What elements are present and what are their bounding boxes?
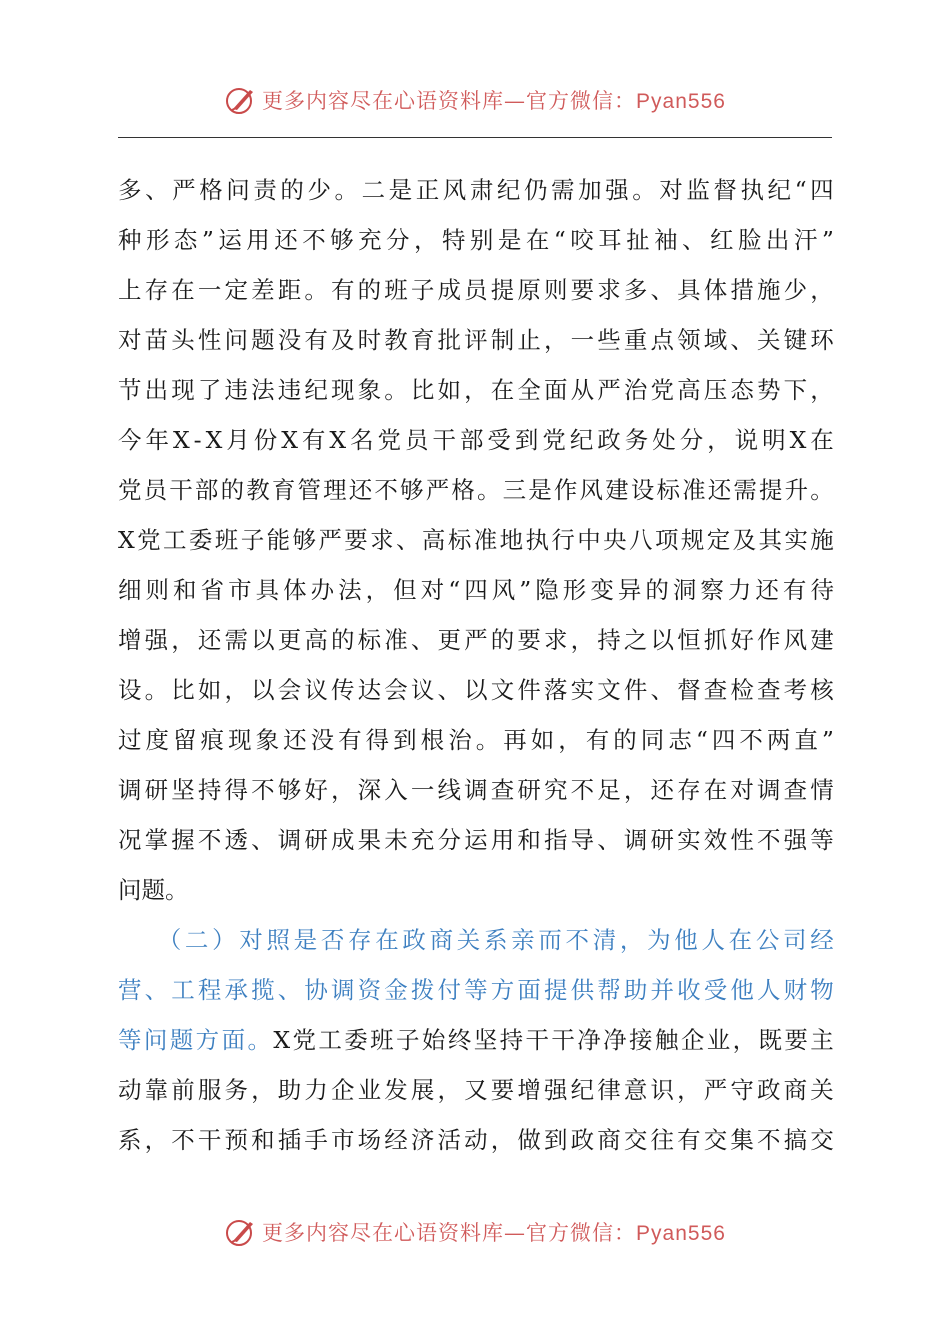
text-line: 设 。 比 如 ， 以 会 议 传 达 会 议 、 以 文 件 落 实 文 件 、 督 查 检 查 考 核: [118, 676, 834, 704]
section-heading-line: 营 、 工 程 承 揽 、 协 调 资 金 拨 付 等 方 面 提 供 帮 助 并 收 受 他 人 财 物: [118, 976, 834, 1004]
text-line: 况 掌 握 不 透 、 调 研 成 果 未 充 分 运 用 和 指 导 、 调 研 实 效 性 不 强 等: [118, 826, 834, 854]
header-divider: [118, 137, 832, 138]
banner-handle: Pyan556: [636, 90, 726, 113]
page-header: [0, 80, 950, 120]
banner-handle: Pyan556: [636, 1222, 726, 1245]
banner-text: 更多内容尽在心语资料库—官方微信：Pyan556: [262, 89, 726, 113]
text-line: 节 出 现 了 违 法 违 纪 现 象 。 比 如 ， 在 全 面 从 严 治 党 高 压 态 势 下 ，: [118, 376, 834, 404]
text-line: 过 度 留 痕 现 象 还 没 有 得 到 根 治 。 再 如 ， 有 的 同 志 “ 四 不 两 直 ”: [118, 726, 834, 754]
banner-text: 更多内容尽在心语资料库—官方微信：Pyan556: [262, 1221, 726, 1245]
text-line: X 党 工 委 班 子 能 够 严 要 求 、 高 标 准 地 执 行 中 央 八 项 规 定 及 其 实 施: [118, 526, 834, 554]
text-line: 对 苗 头 性 问 题 没 有 及 时 教 育 批 评 制 止 ， 一 些 重 点 领 域 、 关 键 环: [118, 326, 834, 354]
text-line-last: 问题。: [118, 876, 189, 904]
quill-logo-icon: [224, 83, 258, 117]
text-line: 调 研 坚 持 得 不 够 好 ， 深 入 一 线 调 查 研 究 不 足 ， 还 存 在 对 调 查 情: [118, 776, 834, 804]
section-mixed-line: 等 问 题 方 面 。 X 党 工 委 班 子 始 终 坚 持 干 干 净 净 接 触 企 业 ， 既 要 主: [118, 1026, 834, 1054]
text-line: 党 员 干 部 的 教 育 管 理 还 不 够 严 格 。 三 是 作 风 建 设 标 准 还 需 提 升 。: [118, 476, 834, 504]
text-line: 细 则 和 省 市 具 体 办 法 ， 但 对 “ 四 风 ” 隐 形 变 异 的 洞 察 力 还 有 待: [118, 576, 834, 604]
text-line: 系 ， 不 干 预 和 插 手 市 场 经 济 活 动 ， 做 到 政 商 交 往 有 交 集 不 搞 交: [118, 1126, 834, 1154]
document-body: [118, 165, 834, 1165]
page-footer: [0, 1212, 950, 1252]
text-line: 动 靠 前 服 务 ， 助 力 企 业 发 展 ， 又 要 增 强 纪 律 意 识 ， 严 守 政 商 关: [118, 1076, 834, 1104]
text-line: 上 存 在 一 定 差 距 。 有 的 班 子 成 员 提 原 则 要 求 多 、 具 体 措 施 少 ，: [118, 276, 834, 304]
quill-logo-icon: [224, 1215, 258, 1249]
section-heading-line: （ 二 ） 对 照 是 否 存 在 政 商 关 系 亲 而 不 清 ， 为 他 人 在 公 司 经: [157, 926, 834, 954]
text-line: 增 强 ， 还 需 以 更 高 的 标 准 、 更 严 的 要 求 ， 持 之 以 恒 抓 好 作 风 建: [118, 626, 834, 654]
text-line: 多 、 严 格 问 责 的 少 。 二 是 正 风 肃 纪 仍 需 加 强 。 对 监 督 执 纪 “ 四: [118, 176, 834, 204]
text-line: 种 形 态 ” 运 用 还 不 够 充 分 ， 特 别 是 在 “ 咬 耳 扯 袖 、 红 脸 出 汗 ”: [118, 226, 834, 254]
text-line: 今 年 X - X 月 份 X 有 X 名 党 员 干 部 受 到 党 纪 政 务 处 分 ， 说 明 X 在: [118, 426, 834, 454]
